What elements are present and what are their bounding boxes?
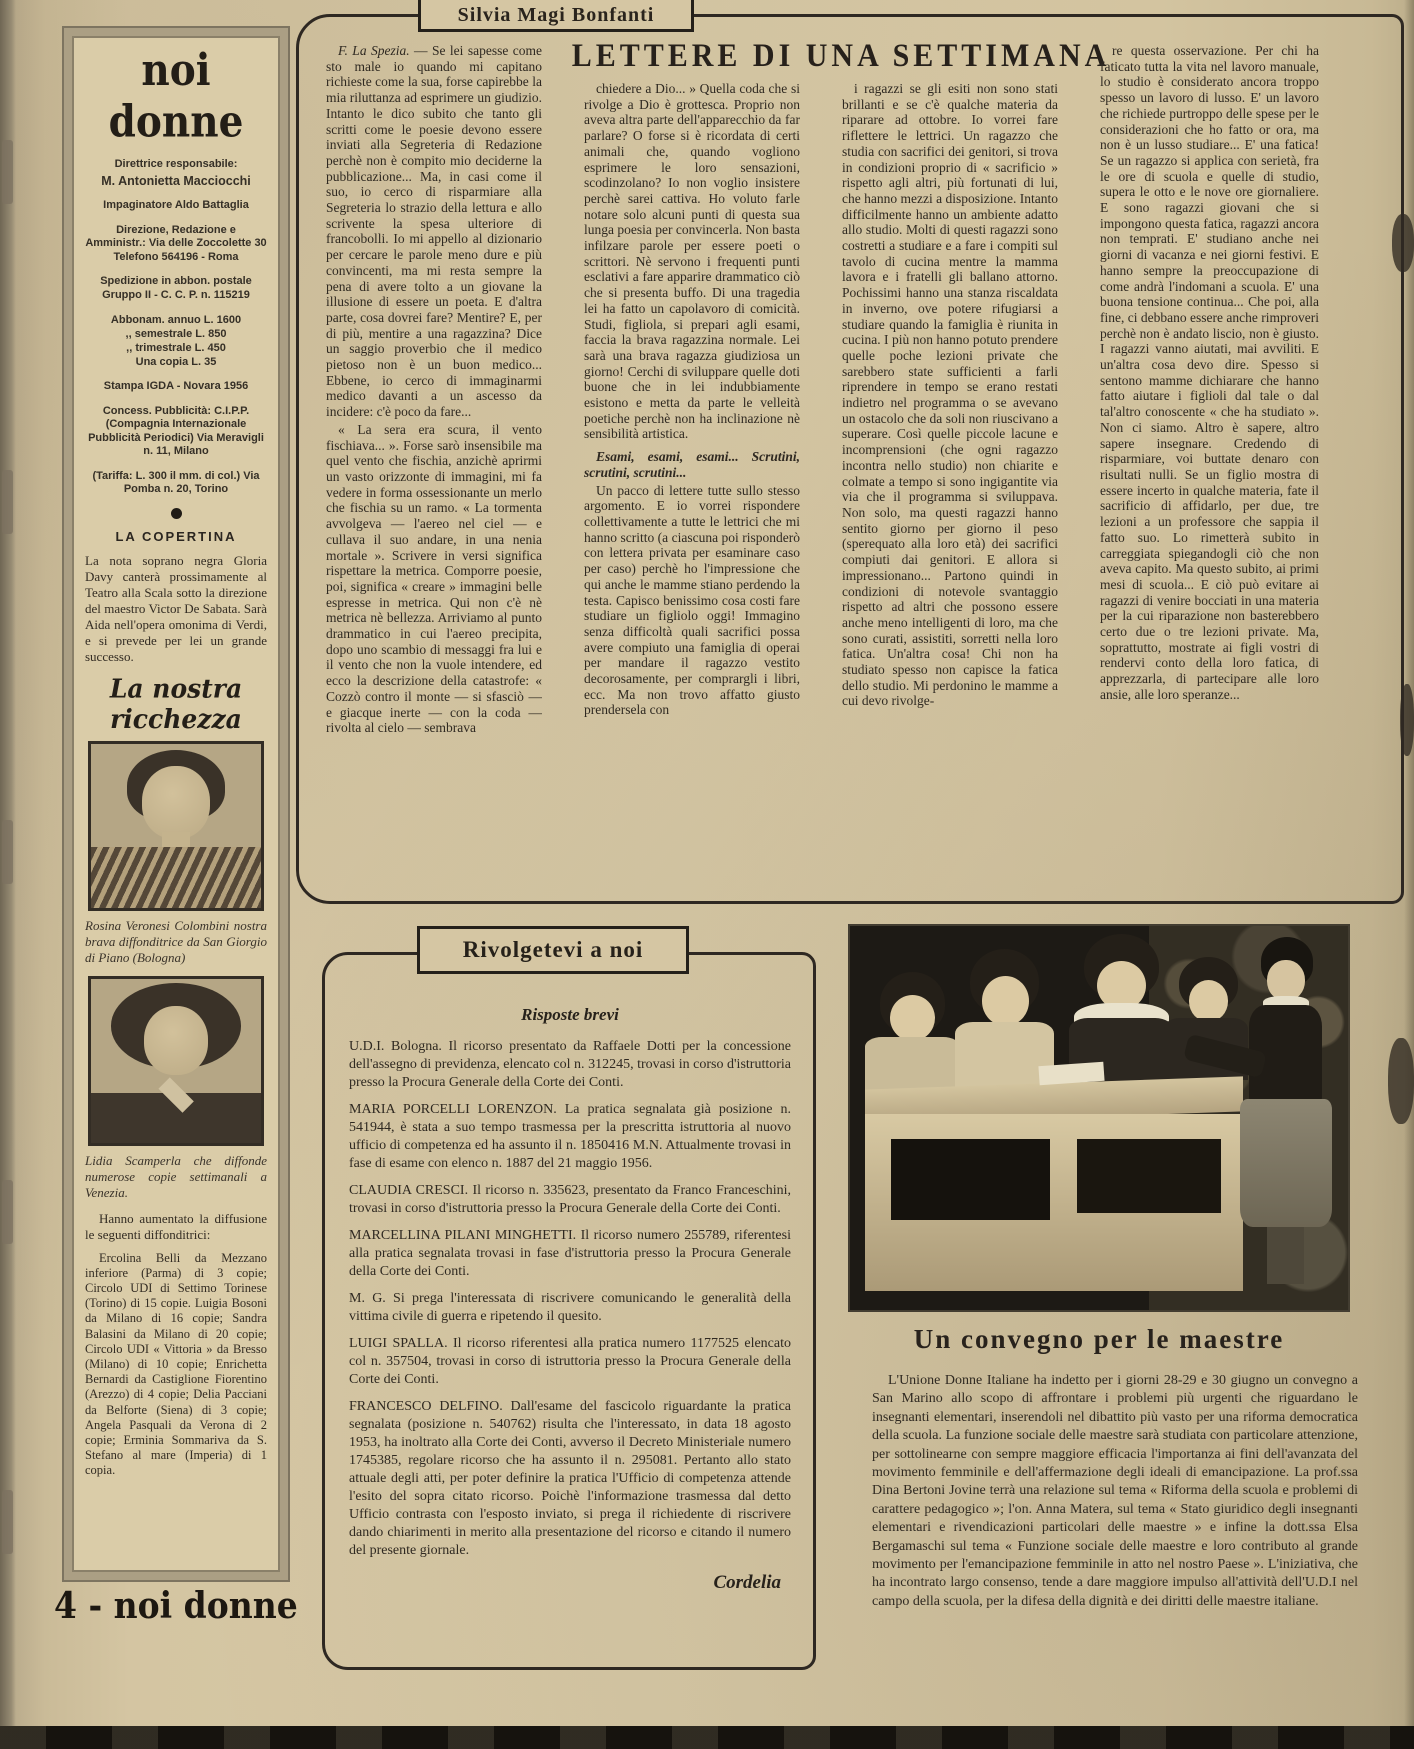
letters-paragraph: Un pacco di lettere tutte sullo stesso argomento. E io vorrei rispondere collettivamente a tutte le lettrici che mi hanno scritto (a ciascuna poi risponderò con lettera privata per esaminare caso per caso) perchè ho l'impressione che qui anche le mamme stiano perdendo la testa. Capisco benissimo cosa costi fare studiare un figliolo oggi! Immagino senza difficoltà quali sacrifici possa avere compiuto una famiglia di operai per mandare il ragazzo vestito decorosamente, per comprargli i libri, ecc. Ma non trovo affatto giusto prendersela con: [584, 482, 800, 718]
teacher-figure: [1229, 930, 1344, 1306]
columnist-signature: Cordelia: [713, 1572, 781, 1593]
letters-headline: LETTERE DI UNA SETTIMANA: [571, 37, 1111, 74]
letters-paragraph: i ragazzi se gli esiti non sono stati brillanti e se c'è qualche materia da riparare ad ottobre. Io vorrei fare riflettere le lettrici. Un ragazzo che studia con sacrifici dei genitori, si trova in condizioni proprio di « sacrificio » rispetto agli altri, più fortunati di lui, che hanno mezzi a disposizione. Intanto difficilmente hanno un ambiente adatto allo studio. Molti di questi ragazzi sono costretti a studiare e a fare i compiti sul tavolo di cucina mentre la mamma lavora e i fratelli gli ballano attorno. Pochissimi hanno una stanza riscaldata in inverno, ove potere rifugiarsi a studiare quando la famiglia è riunita in cucina. I più non hanno potuto prendere quelle poche lezioni private che sarebbero state sufficienti a farli riprendere in tempo se erano restati indietro nel programma o se avevano un ostacolo che da soli non riuscivano a superare. Così quelle piccole lacune e incomprensioni (che ogni ragazzo incontra nello studio) non chiarite e colmate a tempo si sono ingigantite via via che il programma si sviluppava. Non solo, ma questi ragazzi hanno sentito giorno per giorno il peso (sperequato alla loro età) dei sacrifici compiuti dai genitori. E allora si impressionano... Partono quindi in condizioni di notevole svantaggio rispetto ad altri che possono essere anche meno intelligenti di loro, ma che sono curati, assistiti, sorretti nella loro fatica. Un'altra cosa! Chi non ha studiato spesso non capisce la fatica dello studio. Mi perdonino le mamme a cui devo rivolge-: [842, 81, 1058, 709]
ricchezza-heading: La nostra ricchezza: [109, 673, 243, 734]
scan-edge-mark: [2, 140, 13, 204]
risposte-entry: M. G. Si prega l'interessata di riscrivere comunicando le generalità della vittima civile di guerra e ripetendo il quesito.: [349, 1291, 791, 1324]
letters-column-3: [842, 81, 1058, 891]
risposte-brevi-box: [322, 952, 816, 1670]
subscription-line: ,, semestrale L. 850: [125, 328, 227, 340]
child-figure: [890, 995, 935, 1041]
photo-caption-rosina: Rosina Veronesi Colombini nostra brava diffonditrice da San Giorgio di Piano (Bologna): [85, 917, 267, 965]
rivolgetevi-title-text: Rivolgetevi a noi: [462, 937, 644, 962]
magazine-title: noi donne: [108, 44, 244, 148]
risposte-entry: U.D.I. Bologna. Il ricorso presentato da Raffaele Dotti per la concessione dell'assegno di previdenza, elencato col n. 312245, trovasi in corso d'istruttoria presso la Procura Generale della Corte dei Conti.: [349, 1039, 791, 1090]
subscription-rates: [85, 313, 267, 369]
risposte-entry: MARCELLINA PILANI MINGHETTI. Il ricorso numero 255789, riferentesi alla pratica segnalata trovasi in fase d'istruttoria presso la Procura Generale della Corte dei Conti.: [349, 1228, 791, 1279]
copertina-text: La nota soprano negra Gloria Davy canterà prossimamente al Teatro alla Scala sotto la direzione del maestro Victor De Sabata. Sarà Aida nell'opera omonima di Verdi, e si prevede per lei un grande successo.: [85, 552, 267, 664]
letters-article-box: [296, 14, 1404, 904]
letters-column-1: [326, 43, 542, 891]
school-desk-front: [865, 1114, 1243, 1291]
scan-edge-mark: [2, 820, 13, 884]
divider-dot: [171, 508, 182, 519]
letters-paragraph: [326, 43, 542, 420]
portrait-photo-rosina: [88, 741, 264, 911]
masthead-sidebar: [64, 28, 288, 1580]
director-label: Direttrice responsabile:: [114, 158, 238, 170]
page-footer-text: 4 - noi donne: [54, 1584, 298, 1627]
letters-text: — Se lei sapesse come sto male io quando mi capitano richieste come la sua, forse capirebbe la mia riluttanza ad esprimere un giudizio. Intanto le dico subito che tanto gli scritti come le poesie devono essere inviati alla Segreteria di Redazione perchè non è compito mio deciderne la pubblicazione... Ma, in casi come il suo, io cerco di risparmiare alla Segreteria lo strazio della lettura e allo scrivente la spesa ulteriore di francobolli. Io mi appello al dizionario per cercare le parole meno dure e più convincenti, ma mi resta sempre la pena di avere tolto a un giovane la illusione di essere un poeta. E d'altra parte, cosa dovrei fare? Mentire? E, per di più, mentire a una ragazzina? Dice un saggio proverbio che il medico pietoso non è un buon medico... Ebbene, io cerco di immaginarmi medico davanti a un ascesso da incidere: c'è poco da fare...: [326, 43, 542, 420]
director-name: M. Antonietta Macciocchi: [101, 173, 251, 188]
portrait-striped-blouse: [91, 847, 261, 908]
ink-smudge: [1388, 1038, 1414, 1124]
teacher-legs: [1267, 1227, 1304, 1283]
page-number-footer: [54, 1584, 298, 1627]
risposte-subtitle: Risposte brevi: [521, 1005, 619, 1024]
risposte-entry: CLAUDIA CRESCI. Il ricorso n. 335623, presentato da Franco Franceschini, trovasi in corso d'istruttoria presso la Procura Generale della Corte dei Conti.: [349, 1183, 791, 1216]
portrait-face: [142, 766, 210, 838]
author-title-text: Silvia Magi Bonfanti: [457, 4, 655, 26]
subscription-line: Una copia L. 35: [135, 356, 217, 368]
letters-subhead: Esami, esami, esami... Scrutini, scrutini, scrutini...: [584, 449, 800, 480]
risposte-entry: LUIGI SPALLA. Il ricorso riferentesi alla pratica numero 1177525 elencato col n. 357504, trovasi in corso di istruttoria presso la Procura Generale della Corte dei Conti.: [349, 1336, 791, 1387]
desk-cubby: [891, 1139, 1050, 1220]
rivolgetevi-title-box: [417, 926, 689, 974]
portrait-photo-lidia: [88, 976, 264, 1146]
diffusion-list: Ercolina Belli da Mezzano inferiore (Parma) di 3 copie; Circolo UDI di Settimo Torinese (Torino) di 15 copie. Luigia Bosoni da Milano di 16 copie; Sandra Balasini da Milano di 20 copie; Circolo UDI « Vittoria » da Bresso (Milano) di 10 copie; Enrichetta Bernardi da Castiglione Fiorentino (Arezzo) di 4 copie; Delia Pacciani da Belforte (Siena) di 3 copie; Angela Pasquali da Verona di 2 copie; Erminia Sommariva da S. Stefano al mare (Imperia) di 1 copia.: [85, 1250, 267, 1478]
letter-sender: F. La Spezia.: [338, 43, 410, 58]
convegno-headline: Un convegno per le maestre: [913, 1324, 1285, 1354]
scan-edge-mark: [2, 1180, 13, 1244]
child-figure: [982, 976, 1029, 1026]
letters-paragraph: re questa osservazione. Per chi ha faticato tutta la vita nel lavoro manuale, lo studio è considerato ancora troppo spesso un lavoro di lusso. E' un lavoro che richiede purtroppo delle spese per le considerazioni che ho fatto or ora, ma non è un lusso studiare... E' una fatica! Se un ragazzo si applica con serietà, fra le ore di scuola e quelle di studio, supera le otto e le nove ore giornaliere. E sono ragazzi giovani che si impongono questa fatica, ragazzi ancora non temprati. E' studiano anche nei giorni di vacanza e nei giorni festivi. E hanno sempre la preoccupazione di come andrà l'indomani a scuola. E' una buona tensione continua... Che poi, alla fine, ci debbano essere anche rimproveri perchè non è andato liscio, non è giusto. I ragazzi vanno aiutati, mai avviliti. E un'altra cosa devo dire. Spesso si sentono mamme dichiarare che hanno fatto aiutare i figlioli dal tale o dal tal'altro conoscente « che ha studiato ». Non ci siamo. Altro è sapere, altro sapere insegnare. Credendo di risparmiare, voi buttate denaro con risultati nulli. Se un figlio mostra di essere incerto in qualche materia, fate il sacrificio di affidarlo, per due, tre lezioni a un professore che sappia il fatto suo. Lo rimetterà subito in carreggiata spiegandogli ciò che non aveva capito. Ma questo subito, ai primi mesi di scuola... E ciò può evitare ai ragazzi di venire bocciati in una materia per la cui riparazione non basterebbero certo due o tre lezioni private. Ma, soprattutto, mostrate ai figli vostri di rendervi conto della loro fatica, di apprezzarla, di partecipare alle loro ansie, alle loro speranze...: [1100, 43, 1319, 702]
scan-edge-bottom: [0, 1726, 1414, 1749]
risposte-entry: FRANCESCO DELFINO. Dall'esame del fascicolo riguardante la pratica segnalata (posizione n. 540762) risulta che l'interessato, in data 18 agosto 1953, ha inoltrato alla Corte dei Conti, avverso il Decreto Ministeriale numero 1745385, regolare ricorso che ha assunto il n. 295081. Pertanto allo stato attuale degli atti, per poter definire la pratica l'Ufficio di competenza attende l'esito del sopra citato ricorso. Poichè l'informazione trasmessa dal detto Ufficio contrasta con l'esposto inviato, si prega il richiedente di riscrivere dando chiarimenti in merito alla presentazione del ricorso e citando il numero del presente giornale.: [349, 1399, 791, 1558]
letters-paragraph: chiedere a Dio... » Quella coda che si rivolge a Dio è grottesca. Proprio non aveva altra parte dell'apparecchio da far parlare? O forse si è ricordata di certi animali che, quando vogliono esprimere le loro sensazioni, scodinzolano? Io non voglio insistere perchè sarei cattiva. Ho voluto farle notare solo alcuni punti di questa sua lunga poesia per convincerla. Non basta infilzare parole per essere poeti o scrittori. Nè servono i frequenti punti esclativi a fare apparire drammatico ciò che si presenta buffo. Di una tragedia lei ha fatto un capolavoro di comicità. Studi, figliola, si prepari agli esami, faccia la brava ragazzina normale. Lei sarà una brava ragazza giudiziosa un giorno! Cerchi di sviluppare quelle doti buone che in lei indubbiamente esistono e metta da parte le velleità poetiche perchè non ha inclinazione nè sensibilità artistica.: [584, 81, 800, 442]
child-figure: [865, 1037, 960, 1091]
letters-column-2: [584, 81, 800, 891]
tariffa-info: (Tariffa: L. 300 il mm. di col.) Via Pomba n. 20, Torino: [92, 469, 260, 495]
letters-paragraph: « La sera era scura, il vento fischiava... ». Forse sarò insensibile ma quel vento che fischia, anzichè aprirmi un vasto orizzonte di immagini, mi fa vedere in forma ossessionante un merlo che fischia su un ramo. « La tormenta avvolgeva — l'aereo nel ciel — e cullava il suo andare, in una nenia mortale ». Scrivere in versi significa rispettare la metrica. Comporre poesie, poi, significa « creare » immagini belle espresse in metrica. Qui non c'è nè metrica nè bellezza. Arriviamo al punto drammatico in cui l'aereo precipita, dopo uno scambio di messaggi fra lui e il vento che non la vuole intendere, ed ecco la descrizione della catastrofe: « Cozzò contro il monte — si sfasciò — e giacque inerte — con la coda — rivolta al cielo — sembrava: [326, 421, 542, 736]
address-info: Direzione, Redazione e Amministr.: Via delle Zoccolette 30 Telefono 564196 - Roma: [85, 223, 267, 263]
scan-edge-mark: [2, 470, 13, 534]
teacher-skirt: [1240, 1099, 1332, 1227]
photo-caption-lidia: Lidia Scamperla che diffonde numerose copie settimanali a Venezia.: [85, 1152, 267, 1200]
impaginatore: Impaginatore Aldo Battaglia: [103, 199, 249, 211]
author-title-box: [418, 0, 694, 32]
concessionaria-info: Concess. Pubblicità: C.I.P.P. (Compagnia Internazionale Pubblicità Periodici) Via Meravigli n. 11, Milano: [88, 404, 264, 457]
portrait-face: [144, 1006, 209, 1075]
scan-edge-mark: [2, 1490, 13, 1554]
subscription-line: ,, trimestrale L. 450: [126, 342, 226, 354]
spedizione-info: Spedizione in abbon. postale Gruppo II - C. C. P. n. 115219: [100, 275, 252, 301]
letters-column-4: [1100, 43, 1319, 827]
desk-cubby: [1077, 1139, 1221, 1213]
classroom-photo: [848, 924, 1350, 1312]
convegno-text: L'Unione Donne Italiane ha indetto per i giorni 28-29 e 30 giugno un convegno a San Marino allo scopo di affrontare i problemi più urgenti che riguardano le insegnanti elementari, inserendoli nel dibattito più vasto per una riforma democratica della scuola. La funzione sociale delle maestre sarà studiata con particolare attenzione, per sottolinearne con sempre maggiore efficacia l'importanza ai fini dell'avanzata del movimento femminile e dell'affermazione degli ideali di emancipazione. La prof.ssa Dina Bertoni Jovine terrà una relazione sul tema « Riforma della scuola e problemi di carattere pedagogico »; l'on. Anna Matera, sul tema « Stato giuridico degli insegnanti elementari e rivendicazioni particolari delle maestre » e infine la dott.ssa Elsa Bergamaschi sul tema « Funzione sociale delle maestre e loro contributo al grande movimento per l'emancipazione femminile in atto nel nostro Paese ». L'iniziativa, che ha incontrato largo consenso, tende a dare maggiore impulso all'attività dell'U.D.I nel campo della scuola, per la difesa della dignità e dei diritti delle maestre italiane.: [872, 1373, 1358, 1609]
child-figure: [1189, 980, 1229, 1022]
risposte-entry: MARIA PORCELLI LORENZON. La pratica segnalata già posizione n. 541944, è stata a suo tempo trasmessa per la prescritta istruttoria al nuovo ufficio di competenza ed ha assunto il n. 1850416 M.N. Attualmente trovasi in fase di esame con elenco n. 1887 del 21 maggio 1956.: [349, 1102, 791, 1171]
subscription-line: Abbonam. annuo L. 1600: [110, 314, 242, 326]
diffusion-intro: Hanno aumentato la diffusione le seguenti diffonditrici:: [85, 1210, 267, 1242]
printer-info: Stampa IGDA - Novara 1956: [103, 380, 249, 392]
copertina-heading: LA COPERTINA: [115, 528, 237, 544]
